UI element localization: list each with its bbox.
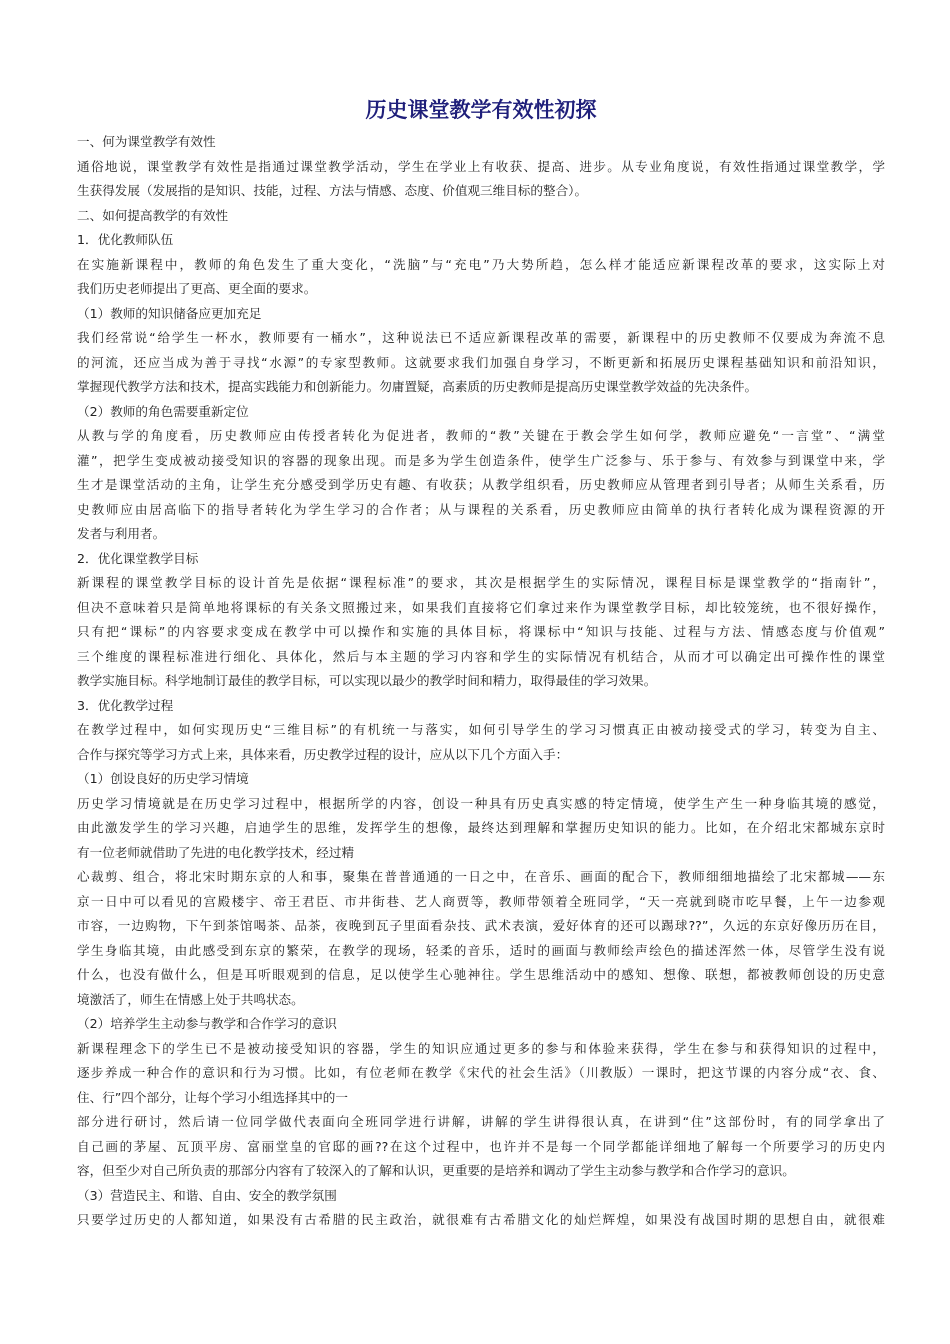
text-line: 境激活了，师生在情感上处于共鸣状态。 — [77, 991, 304, 1007]
text-line: 在实施新课程中，教师的角色发生了重大变化，“洗脑”与“充电”乃大势所趋，怎么样才能适应新课程改革的要求，这实际上对 — [77, 256, 885, 272]
text-line: 三个维度的课程标准进行细化、具体化，然后与本主题的学习内容和学生的实际情况有机结合，从而才可以确定出可操作性的课堂 — [77, 648, 885, 664]
document-title: 历史课堂教学有效性初探 — [365, 98, 597, 122]
section-heading: 一、何为课堂教学有效性 — [77, 134, 216, 149]
text-line: 教学实施目标。科学地制订最佳的教学目标，可以实现以最少的教学时间和精力，取得最佳的学习效果。 — [77, 673, 657, 688]
text-line: 在教学过程中，如何实现历史“三维目标”的有机统一与落实，如何引导学生的学习习惯真正由被动接受式的学习，转变为自主、 — [77, 722, 885, 737]
section-heading: （2）培养学生主动参与教学和合作学习的意识 — [77, 1016, 337, 1031]
text-line: 从教与学的角度看，历史教师应由传授者转化为促进者，教师的“教”关键在于教会学生如何学，教师应避免“一言堂”、“满堂 — [77, 428, 885, 443]
text-line: 生才是课堂活动的主角，让学生充分感受到学历史有趣、有收获；从教学组织看，历史教师应从管理者到引导者；从师生关系看，历 — [77, 477, 885, 492]
section-heading: 3．优化教学过程 — [77, 697, 174, 713]
section-heading: （1）教师的知识储备应更加充足 — [77, 305, 262, 321]
text-line: 生获得发展（发展指的是知识、技能，过程、方法与情感、态度、价值观三维目标的整合）。 — [77, 183, 588, 198]
text-line: 新课程理念下的学生已不是被动接受知识的容器，学生的知识应通过更多的参与和体验来获得，学生在参与和获得知识的过程中， — [77, 1040, 885, 1056]
text-line: 我们经常说“给学生一杯水，教师要有一桶水”，这种说法已不适应新课程改革的需要，新课程中的历史教师不仅要成为奔流不息 — [77, 330, 885, 345]
text-line: 由此激发学生的学习兴趣，启迪学生的思维，发挥学生的想像，最终达到理解和掌握历史知识的能力。比如，在介绍北宋都城东京时 — [77, 820, 885, 835]
section-heading: （1）创设良好的历史学习情境 — [77, 771, 249, 786]
text-line: 什么，也没有做什么，但是耳听眼观到的信息，足以使学生心驰神往。学生思维活动中的感知、想像、联想，都被教师创设的历史意 — [77, 967, 885, 982]
text-line: 新课程的课堂教学目标的设计首先是依据“课程标准”的要求，其次是根据学生的实际情况，课程目标是课堂教学的“指南针”， — [77, 575, 885, 590]
text-line: 自己画的茅屋、瓦顶平房、富丽堂皇的官邸的画??在这个过程中，也许并不是每一个同学都能详细地了解每一个所要学习的历史内 — [77, 1138, 885, 1154]
text-line: 有一位老师就借助了先进的电化教学技术，经过精 — [77, 844, 355, 860]
text-line: 学生身临其境，由此感受到东京的繁荣，在教学的现场，轻柔的音乐，适时的画面与教师绘声绘色的描述浑然一体，尽管学生没有说 — [77, 942, 885, 958]
text-line: 只有把“课标”的内容要求变成在教学中可以操作和实施的具体目标，将课标中“知识与技能、过程与方法、情感态度与价值观” — [77, 624, 885, 639]
text-line: 通俗地说，课堂教学有效性是指通过课堂教学活动，学生在学业上有收获、提高、进步。从专业角度说，有效性指通过课堂教学，学 — [77, 158, 885, 174]
text-line: 逐步养成一种合作的意识和行为习惯。比如，有位老师在教学《宋代的社会生活》（川教版）一课时，把这节课的内容分成“衣、食、 — [77, 1065, 885, 1080]
text-line: 灌”，把学生变成被动接受知识的容器的现象出现。而是多为学生创造条件，使学生广泛参与、乐于参与、有效参与到课堂中来，学 — [77, 452, 885, 468]
text-line: 容，但至少对自己所负责的那部分内容有了较深入的了解和认识，更重要的是培养和调动了学生主动参与教学和合作学习的意识。 — [77, 1163, 795, 1178]
section-heading: （2）教师的角色需要重新定位 — [77, 403, 249, 419]
text-line: 京一日中可以看见的宫殿楼宇、帝王君臣、市井街巷、艺人商贾等，教师带领着全班同学，“天一亮就到晓市吃早餐，上午一边参观 — [77, 893, 885, 909]
section-heading: （3）营造民主、和谐、自由、安全的教学氛围 — [77, 1187, 337, 1203]
text-line: 我们历史老师提出了更高、更全面的要求。 — [77, 281, 317, 296]
text-line: 的河流，还应当成为善于寻找“水源”的专家型教师。这就要求我们加强自身学习，不断更新和拓展历史课程基础知识和前沿知识， — [77, 354, 885, 370]
text-line: 发者与利用者。 — [77, 526, 166, 541]
text-line: 部分进行研讨，然后请一位同学做代表面向全班同学进行讲解，讲解的学生讲得很认真，在讲到“住”这部份时，有的同学拿出了 — [77, 1114, 885, 1129]
document-page — [77, 94, 885, 1233]
section-heading: 2．优化课堂教学目标 — [77, 550, 199, 566]
text-line: 史教师应由居高临下的指导者转化为学生学习的合作者；从与课程的关系看，历史教师应由简单的执行者转化成为课程资源的开 — [77, 501, 885, 517]
text-line: 市容，一边购物，下午到茶馆喝茶、品茶，夜晚到瓦子里面看杂技、武术表演，爱好体育的还可以踢球??”，久远的东京好像历历在目， — [77, 918, 885, 933]
section-heading: 1．优化教师队伍 — [77, 232, 174, 247]
text-line: 住、行”四个部分，让每个学习小组选择其中的一 — [77, 1089, 348, 1105]
document-body — [77, 130, 885, 1233]
text-line: 历史学习情境就是在历史学习过程中，根据所学的内容，创设一种具有历史真实感的特定情境，使学生产生一种身临其境的感觉， — [77, 795, 885, 811]
text-line: 合作与探究等学习方式上来，具体来看，历史教学过程的设计，应从以下几个方面入手： — [77, 746, 569, 762]
text-line: 掌握现代教学方法和技术，提高实践能力和创新能力。勿庸置疑，高素质的历史教师是提高历史课堂教学效益的先决条件。 — [77, 379, 758, 394]
text-line: 心裁剪、组合，将北宋时期东京的人和事，聚集在普普通通的一日之中，在音乐、画面的配合下，教师细细地描绘了北宋都城——东 — [77, 869, 885, 884]
text-line: 只要学过历史的人都知道，如果没有古希腊的民主政治，就很难有古希腊文化的灿烂辉煌，如果没有战国时期的思想自由，就很难 — [77, 1212, 885, 1227]
section-heading: 二、如何提高教学的有效性 — [77, 207, 229, 223]
text-line: 但决不意味着只是简单地将课标的有关条文照搬过来，如果我们直接将它们拿过来作为课堂教学目标，却比较笼统，也不很好操作， — [77, 599, 885, 615]
